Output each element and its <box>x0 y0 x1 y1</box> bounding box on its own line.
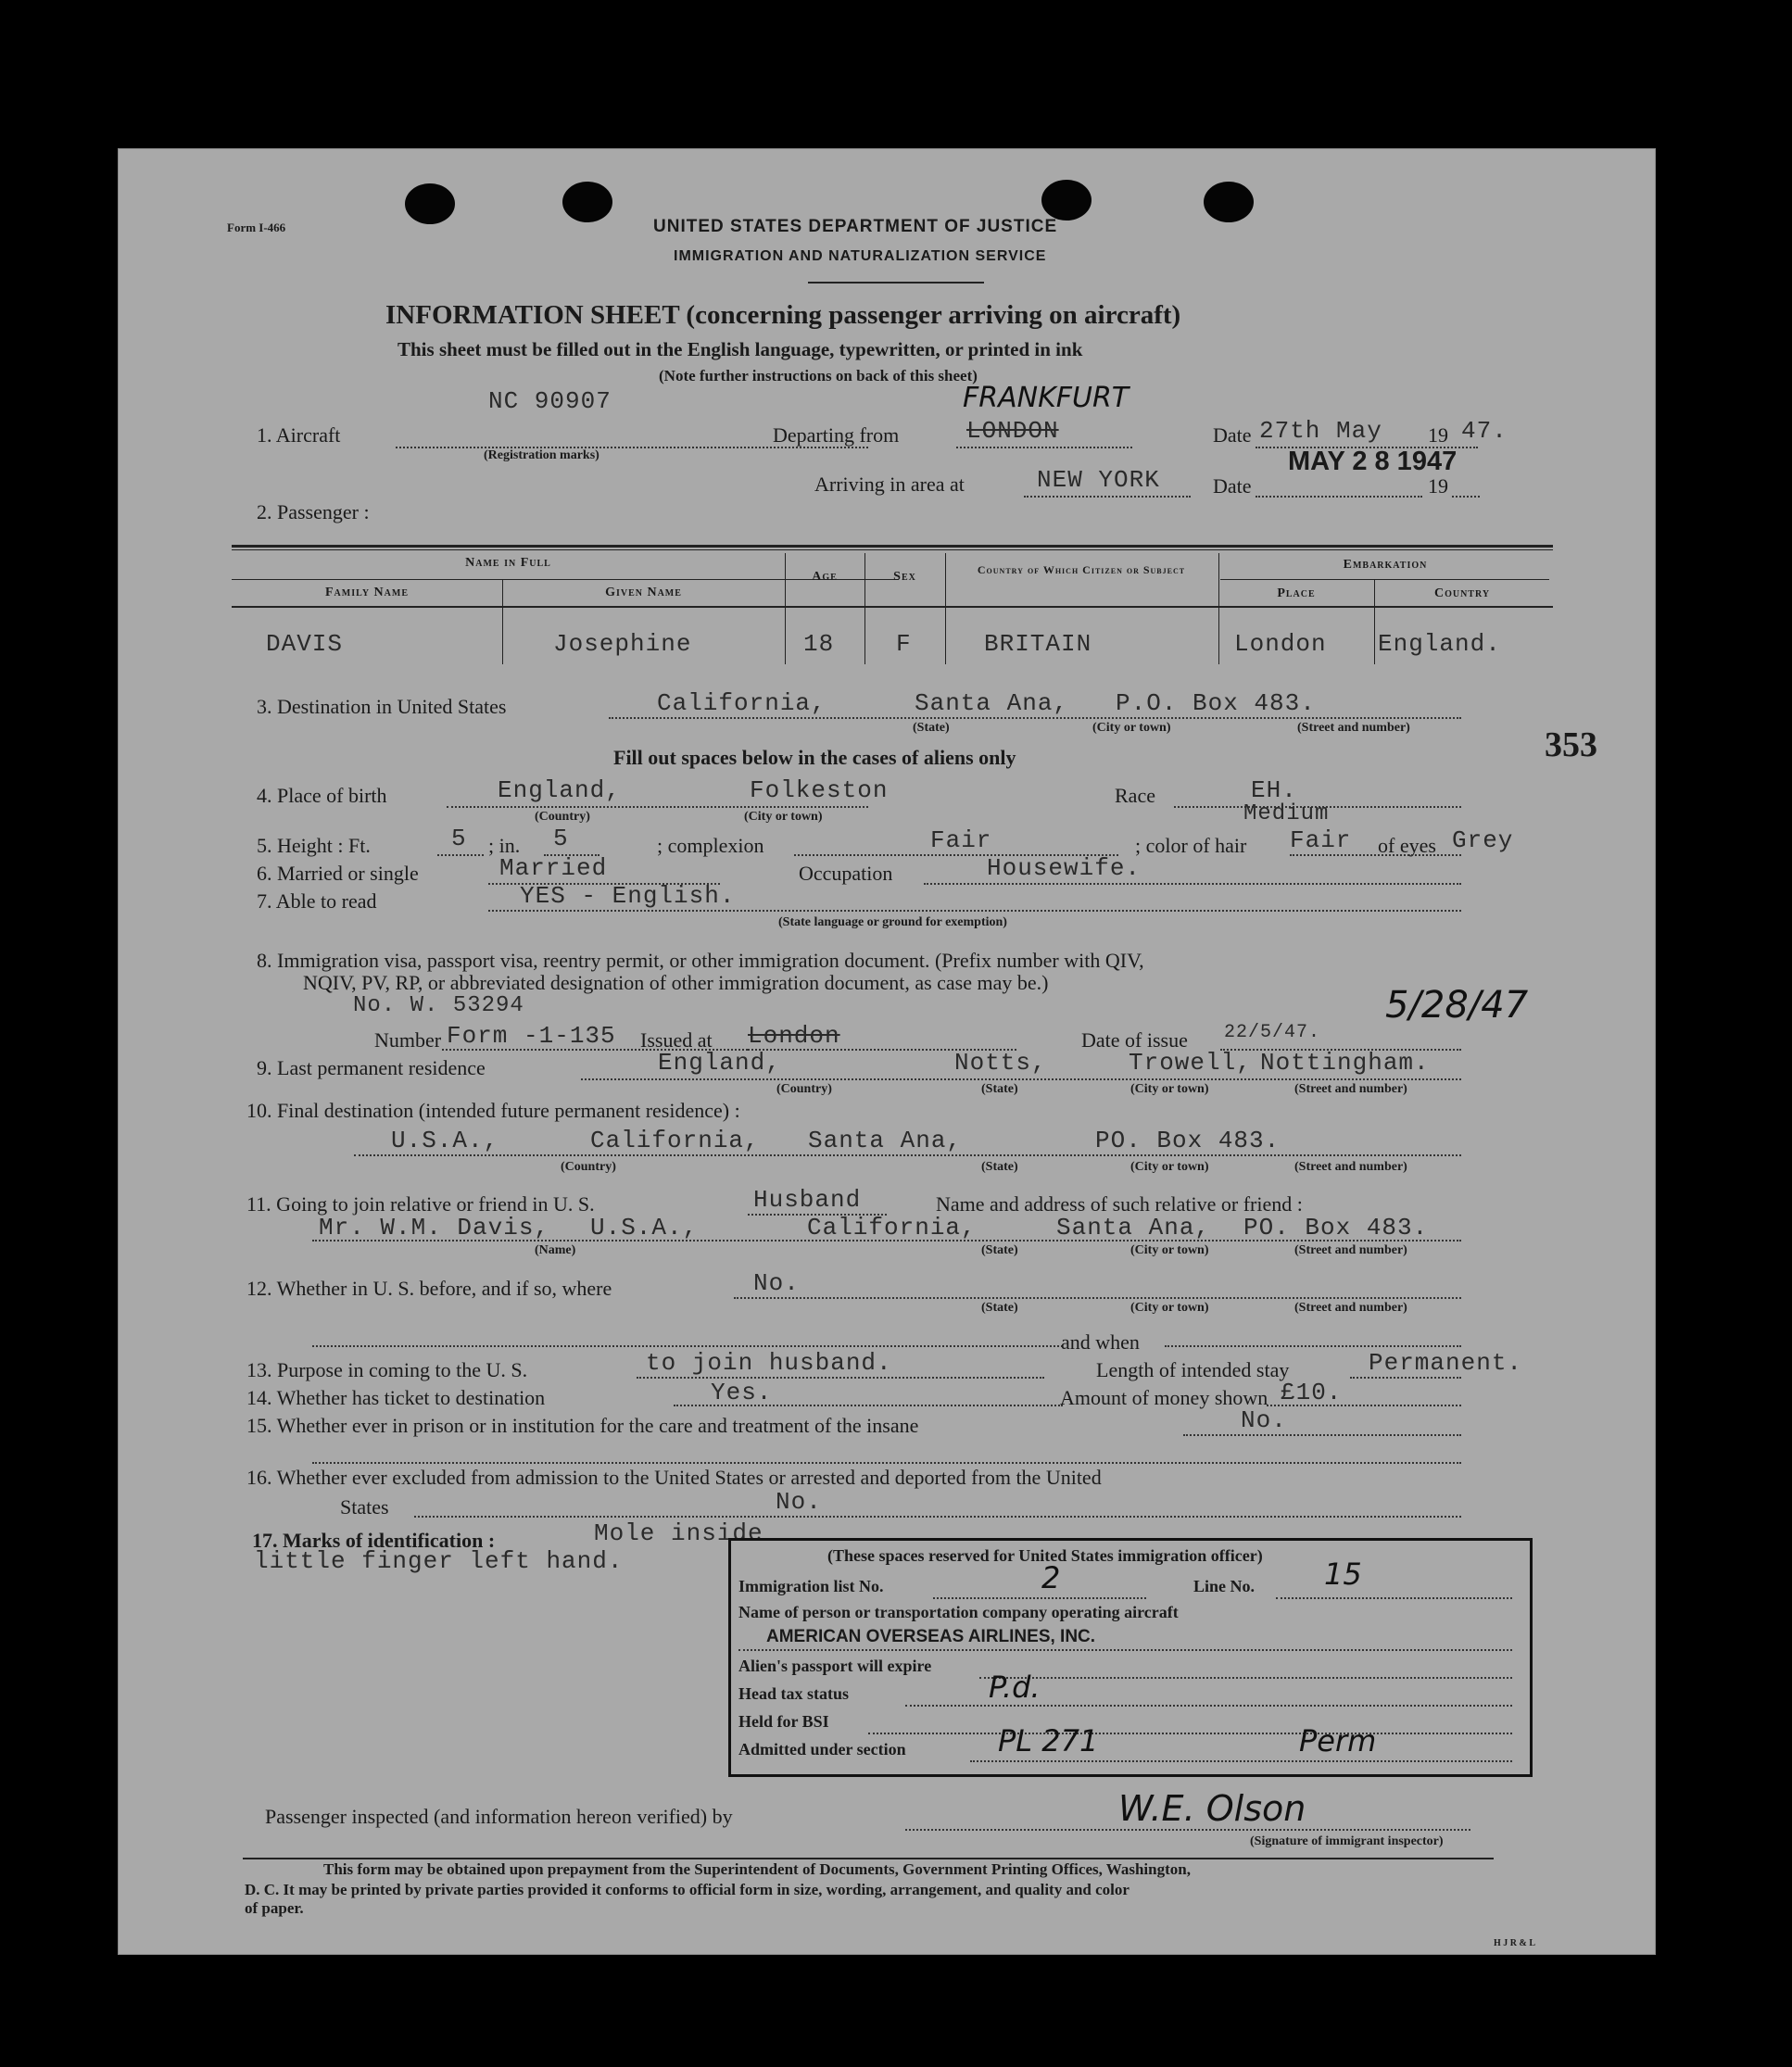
date-issue-value: 22/5/47. <box>1224 1022 1321 1043</box>
occupation-line <box>924 883 1461 885</box>
headtax-value: P.d. <box>989 1670 1041 1705</box>
page-title: INFORMATION SHEET (concerning passenger arriving on aircraft) <box>385 300 1181 330</box>
before-value: No. <box>753 1269 800 1297</box>
cell-embark-place: London <box>1234 630 1327 658</box>
caption-street: (Street and number) <box>1297 721 1410 735</box>
race-label: Race <box>1115 784 1155 807</box>
final-street: PO. Box 483. <box>1095 1127 1281 1154</box>
marks-value-2: little finger left hand. <box>254 1547 624 1575</box>
cell-sex: F <box>896 630 912 658</box>
prison-line <box>1183 1434 1461 1436</box>
caption-before-state: (State) <box>981 1301 1018 1315</box>
eyes-value: Grey <box>1452 826 1514 854</box>
birth-city: Folkeston <box>750 776 889 804</box>
join-relation: Husband <box>753 1186 862 1214</box>
list-label: Immigration list No. <box>738 1577 884 1595</box>
final-dest-label: 10. Final destination (intended future permanent residence) : <box>246 1099 740 1122</box>
issued-label: Issued at <box>640 1028 713 1052</box>
inspected-label: Passenger inspected (and information hereon verified) by <box>265 1805 733 1828</box>
punch-hole <box>1204 182 1254 222</box>
header-country-citizen: Country of Which Citizen or Subject <box>977 563 1186 576</box>
department-header: UNITED STATES DEPARTMENT OF JUSTICE <box>653 217 1058 236</box>
aircraft-registration: NC 90907 <box>488 387 612 415</box>
footer-line-3: of paper. <box>245 1899 304 1917</box>
caption-final-street: (Street and number) <box>1294 1160 1407 1174</box>
birth-country: England, <box>498 776 621 804</box>
table-header-bottom <box>232 606 1553 608</box>
caption-join-city: (City or town) <box>1130 1243 1209 1257</box>
marks-label: 17. Marks of identification : <box>252 1529 496 1552</box>
join-state: California, <box>807 1214 977 1241</box>
list-value: 2 <box>1041 1560 1061 1595</box>
officer-box-heading: (These spaces reserved for United States immigration officer) <box>827 1546 1263 1565</box>
marks-value-1: Mole inside <box>594 1519 763 1547</box>
birth-label: 4. Place of birth <box>257 784 387 807</box>
header-family-name: Family Name <box>324 586 410 599</box>
aliens-heading: Fill out spaces below in the cases of aliens only <box>613 746 1016 769</box>
hair-value: Fair <box>1290 826 1352 854</box>
visa-handwritten-date: 5/28/47 <box>1385 984 1529 1027</box>
footer-line-2: D. C. It may be printed by private parties provided it conforms to official form in size, wording, arrangement, and quality and color <box>245 1881 1129 1898</box>
punch-hole <box>1041 180 1092 221</box>
prison-value: No. <box>1241 1406 1287 1434</box>
residence-state: Notts, <box>954 1049 1047 1077</box>
departing-label: Departing from <box>773 423 900 447</box>
final-state: California, <box>590 1127 760 1154</box>
caption-res-city: (City or town) <box>1130 1082 1209 1096</box>
date-label: Date <box>1213 423 1252 447</box>
eyes-label: of eyes <box>1378 834 1436 857</box>
aircraft-label: 1. Aircraft <box>257 423 341 447</box>
line-value: 15 <box>1324 1557 1362 1592</box>
caption-state: (State) <box>913 721 950 735</box>
inspected-line <box>905 1829 1470 1831</box>
company-value: AMERICAN OVERSEAS AIRLINES, INC. <box>766 1627 1096 1646</box>
stay-label: Length of intended stay <box>1096 1358 1290 1381</box>
join-city: Santa Ana, <box>1056 1214 1211 1241</box>
section-label: Admitted under section <box>738 1740 906 1758</box>
header-age: Age <box>812 570 838 584</box>
registration-caption: (Registration marks) <box>484 448 599 462</box>
money-label: Amount of money shown <box>1060 1386 1268 1409</box>
caption-final-state: (State) <box>981 1160 1018 1174</box>
passenger-label: 2. Passenger : <box>257 500 370 523</box>
passport-label: Alien's passport will expire <box>738 1657 932 1675</box>
issued-value: London <box>748 1022 840 1050</box>
complexion-label: ; complexion <box>657 834 764 857</box>
arrival-year-prefix: 19 <box>1428 474 1448 498</box>
departing-handwritten: FRANKFURT <box>963 382 1129 414</box>
ticket-label: 14. Whether has ticket to destination <box>246 1386 546 1409</box>
caption-before-city: (City or town) <box>1130 1301 1209 1315</box>
document-sheet <box>118 148 1656 1955</box>
departing-line <box>956 447 1132 448</box>
caption-final-city: (City or town) <box>1130 1160 1209 1174</box>
residence-street: Nottingham. <box>1260 1049 1430 1077</box>
table-top-rule <box>232 545 1553 548</box>
table-top-rule-2 <box>232 549 1553 550</box>
married-label: 6. Married or single <box>257 862 419 885</box>
year-prefix: 19 <box>1428 423 1448 447</box>
caption-birth-city: (City or town) <box>744 810 823 824</box>
final-country: U.S.A., <box>391 1127 499 1154</box>
height-label: 5. Height : Ft. <box>257 834 371 857</box>
purpose-line <box>637 1377 1044 1379</box>
hair-line <box>1290 854 1461 856</box>
header-rule <box>808 282 984 284</box>
instruction-line: This sheet must be filled out in the English language, typewritten, or printed in ink <box>398 338 1083 360</box>
read-value: YES - English. <box>520 882 736 910</box>
excluded-label-2: States <box>340 1495 389 1519</box>
ticket-value: Yes. <box>711 1379 773 1406</box>
money-line <box>1267 1405 1461 1406</box>
read-line <box>488 910 1461 912</box>
section-line <box>970 1760 1512 1762</box>
read-caption: (State language or ground for exemption) <box>778 915 1007 929</box>
prison-label: 15. Whether ever in prison or in institution for the care and treatment of the insane <box>246 1414 919 1437</box>
complexion-value: Fair <box>930 826 992 854</box>
signature-caption: (Signature of immigrant inspector) <box>1250 1834 1444 1848</box>
caption-res-street: (Street and number) <box>1294 1082 1407 1096</box>
visa-label-2: NQIV, PV, RP, or abbreviated designation of other immigration document, as case may be.) <box>303 971 1049 994</box>
before-line <box>734 1297 1461 1299</box>
height-in-label: ; in. <box>488 834 521 857</box>
residence-line <box>581 1078 1461 1080</box>
section-extra: Perm <box>1299 1723 1377 1758</box>
table-sub-rule <box>1220 579 1549 580</box>
when-label: and when <box>1061 1330 1140 1354</box>
headtax-line <box>905 1705 1512 1707</box>
stay-line <box>1350 1377 1461 1379</box>
read-label: 7. Able to read <box>257 889 377 913</box>
prison-extra-line <box>312 1462 1461 1464</box>
ft-line <box>437 854 484 856</box>
arriving-label: Arriving in area at <box>814 473 965 496</box>
hair-label: ; color of hair <box>1135 834 1247 857</box>
join-line <box>312 1240 1461 1241</box>
visa-typed-no: No. W. 53294 <box>353 993 524 1018</box>
form-number: Form I-466 <box>227 221 286 234</box>
join-label: 11. Going to join relative or friend in U. S. <box>246 1192 595 1216</box>
caption-join-name: (Name) <box>535 1243 576 1257</box>
money-value: £10. <box>1281 1379 1343 1406</box>
caption-final-country: (Country) <box>561 1160 616 1174</box>
line-label: Line No. <box>1193 1577 1256 1595</box>
punch-hole <box>405 183 455 224</box>
join-country: U.S.A., <box>590 1214 699 1241</box>
printer-code: H J R & L <box>1494 1938 1535 1948</box>
caption-birth-country: (Country) <box>535 810 590 824</box>
final-line <box>354 1154 1461 1156</box>
residence-country: England, <box>658 1049 781 1077</box>
excluded-label-1: 16. Whether ever excluded from admission to the United States or arrested and deported from the United <box>246 1466 1102 1489</box>
line-line <box>1276 1597 1512 1599</box>
join-name: Mr. W.M. Davis, <box>319 1214 550 1241</box>
visa-label-1: 8. Immigration visa, passport visa, reentry permit, or other immigration document. (Prefix number with QIV, <box>257 949 1144 972</box>
excluded-value: No. <box>776 1488 822 1516</box>
arriving-line <box>1024 496 1191 498</box>
when-line <box>1165 1345 1461 1347</box>
number-value: Form -1-135 <box>447 1022 616 1050</box>
header-given-name: Given Name <box>605 586 682 599</box>
date-issue-label: Date of issue <box>1081 1028 1188 1052</box>
caption-res-country: (Country) <box>776 1082 832 1096</box>
caption-before-street: (Street and number) <box>1294 1301 1407 1315</box>
cell-age: 18 <box>803 630 835 658</box>
occupation-value: Housewife. <box>987 854 1142 882</box>
headtax-label: Head tax status <box>738 1684 850 1703</box>
instruction-note: (Note further instructions on back of this sheet) <box>659 367 978 384</box>
ticket-line <box>674 1405 1063 1406</box>
departing-typed: LONDON <box>966 417 1059 445</box>
occupation-label: Occupation <box>799 862 893 885</box>
married-value: Married <box>499 854 608 882</box>
race-value: EH. <box>1251 776 1297 804</box>
birth-line <box>447 806 868 808</box>
height-ft: 5 <box>451 825 467 852</box>
header-country: Country <box>1433 586 1491 600</box>
destination-city: Santa Ana, <box>915 689 1069 717</box>
purpose-value: to join husband. <box>646 1349 892 1377</box>
company-line <box>738 1649 1512 1651</box>
passport-line <box>979 1677 1512 1679</box>
arriving-at: NEW YORK <box>1037 466 1160 494</box>
purpose-label: 13. Purpose in coming to the U. S. <box>246 1358 528 1381</box>
cell-embark-country: England. <box>1378 630 1501 658</box>
departure-year: 47. <box>1461 417 1508 445</box>
name-address-label: Name and address of such relative or friend : <box>936 1192 1303 1216</box>
arrival-year-line <box>1452 496 1480 498</box>
before-extra-line <box>312 1345 1063 1347</box>
destination-street: P.O. Box 483. <box>1116 689 1316 717</box>
destination-state: California, <box>657 689 827 717</box>
stay-value: Permanent. <box>1369 1349 1523 1377</box>
page-number-stamp: 353 <box>1545 725 1597 764</box>
list-line <box>933 1597 1146 1599</box>
cell-given-name: Josephine <box>553 630 692 658</box>
destination-label: 3. Destination in United States <box>257 695 507 718</box>
footer-rule <box>243 1858 1494 1859</box>
complexion-extra: Medium <box>1243 801 1330 826</box>
arrival-date-label: Date <box>1213 474 1252 498</box>
caption-join-street: (Street and number) <box>1294 1243 1407 1257</box>
before-label: 12. Whether in U. S. before, and if so, where <box>246 1277 612 1300</box>
caption-res-state: (State) <box>981 1082 1018 1096</box>
col-divider <box>945 553 946 664</box>
bsi-line <box>868 1733 1512 1734</box>
caption-join-state: (State) <box>981 1243 1018 1257</box>
section-value: PL 271 <box>998 1723 1099 1758</box>
bsi-label: Held for BSI <box>738 1712 829 1731</box>
inspector-signature: W.E. Olson <box>1118 1788 1306 1829</box>
punch-hole <box>562 182 612 222</box>
arrival-stamp: MAY 2 8 1947 <box>1288 447 1458 476</box>
header-embarkation: Embarkation <box>1343 558 1428 572</box>
arrival-date-line <box>1256 496 1422 498</box>
residence-label: 9. Last permanent residence <box>257 1056 486 1079</box>
number-label: Number <box>374 1028 442 1052</box>
residence-city: Trowell, <box>1129 1049 1252 1077</box>
excluded-line <box>414 1516 1461 1518</box>
cell-citizenship: BRITAIN <box>984 630 1092 658</box>
final-city: Santa Ana, <box>808 1127 963 1154</box>
header-sex: Sex <box>893 570 916 584</box>
join-street: PO. Box 483. <box>1243 1214 1429 1241</box>
height-in: 5 <box>553 825 569 852</box>
caption-city: (City or town) <box>1092 721 1171 735</box>
header-name-in-full: Name in Full <box>465 556 551 570</box>
destination-line <box>609 717 1461 719</box>
service-header: IMMIGRATION AND NATURALIZATION SERVICE <box>674 248 1047 264</box>
header-place: Place <box>1277 586 1316 600</box>
departure-date: 27th May <box>1259 417 1382 445</box>
company-label: Name of person or transportation company operating aircraft <box>738 1603 1179 1621</box>
footer-line-1: This form may be obtained upon prepayment from the Superintendent of Documents, Government Printing Offices, Washington, <box>323 1860 1191 1878</box>
cell-family-name: DAVIS <box>266 630 344 658</box>
